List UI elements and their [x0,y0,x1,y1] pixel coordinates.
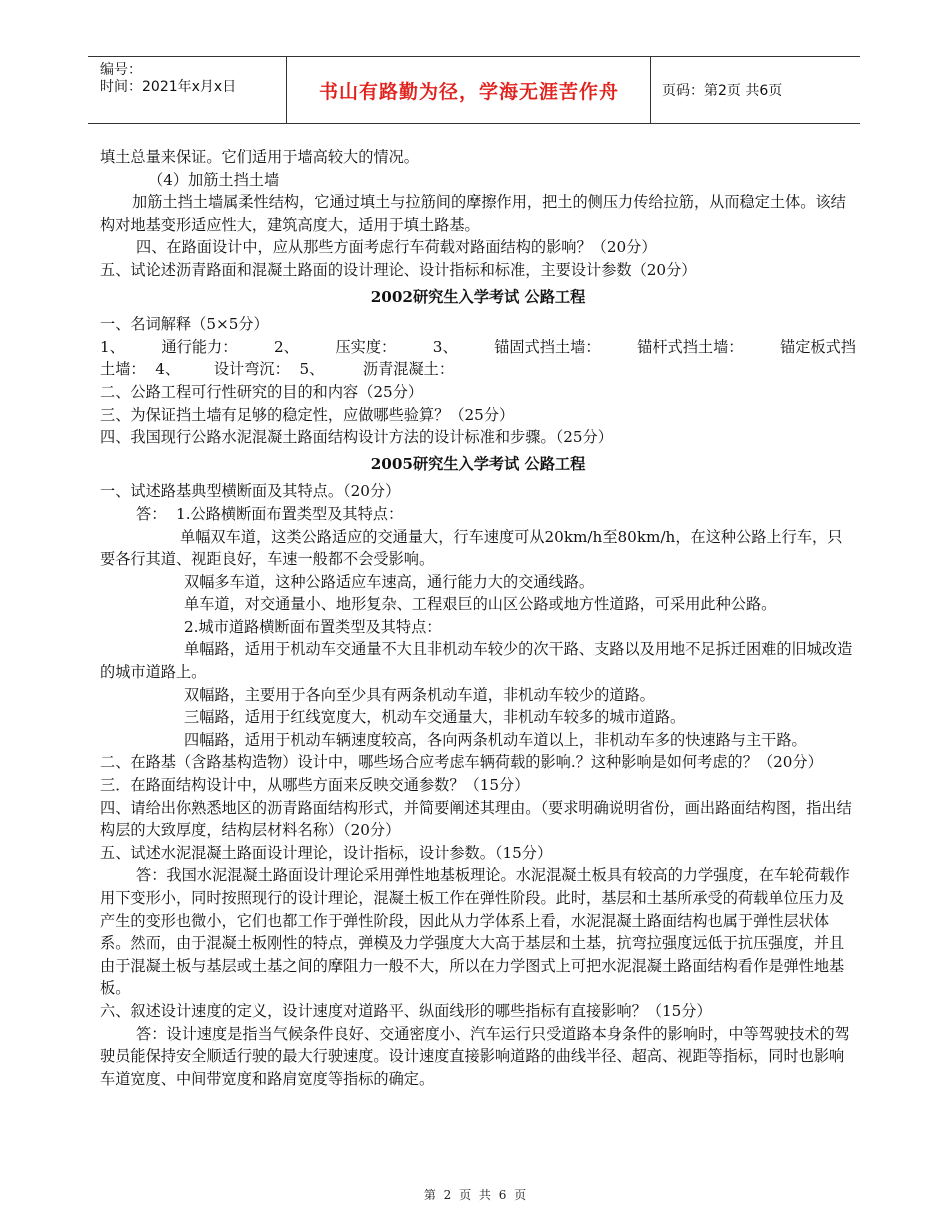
term-item: 通行能力： [161,337,238,356]
term-list-row [100,336,856,359]
question: 三、为保证挡土墙有足够的稳定性，应做哪些验算？（25分） [100,405,515,424]
subheading: （4）加筋土挡土墙 [148,170,280,189]
answer-paragraph: 单车道，对交通量小、地形复杂、工程艰巨的山区公路或地方性道路，可采用此种公路。 [184,595,777,614]
answer-subheading: 2.城市道路横断面布置类型及其特点： [184,617,442,636]
question: 四、请给出你熟悉地区的沥青路面结构形式，并简要阐述其理由。（要求明确说明省份，画出路面结构图，指出结构层的大致厚度，结构层材料名称）（20分） [100,798,852,840]
answer-paragraph: 双幅多车道，这种公路适应车速高，通行能力大的交通线路。 [184,572,595,591]
question: 四、在路面设计中，应从那些方面考虑行车荷载对路面结构的影响？（20分） [136,238,657,257]
term-item: 1、 [100,337,125,356]
number-label: 编号： [100,62,142,78]
page-header [88,56,860,124]
answer-paragraph: 答：设计速度是指当气候条件良好、交通密度小、汽车运行只受道路本身条件的影响时，中等驾驶技术的驾驶员能保持安全顺适行驶的最大行驶速度。设计速度直接影响道路的曲线半径、超高、视距等指标，同时也影响车道宽度、中间带宽度和路肩宽度等指标的确定。 [100,1024,850,1088]
date-line: 时间：2021年x月x日 [100,79,237,95]
header-divider [650,57,651,123]
term-item: 2、 [273,337,299,356]
question: 二、在路基（含路基构造物）设计中，哪些场合应考虑车辆荷载的影响.？这种影响是如何考虑的？（20分） [100,753,823,772]
term-item: 锚杆式挡土墙： [637,337,744,356]
header-meta [100,57,286,123]
question: 三．在路面结构设计中，从哪些方面来反映交通参数？（15分） [100,776,530,795]
paragraph: 加筋土挡土墙属柔性结构，它通过填土与拉筋间的摩擦作用，把土的侧压力传给拉筋，从而稳定土体。该结构对地基变形适应性大，建筑高度大，适用于填土路基。 [100,193,846,234]
answer-paragraph: 四幅路，适用于机动车辆速度较高，各向两条机动车道以上，非机动车多的快速路与主干路。 [184,730,807,749]
term-item: 锚固式挡土墙： [494,337,601,356]
question: 五、试述水泥混凝土路面设计理论，设计指标，设计参数。（15分） [100,843,553,862]
question: 一、试述路基典型横断面及其特点。（20分） [100,482,401,501]
paragraph: 填土总量来保证。它们适用于墙高较大的情况。 [100,148,419,166]
document-body [100,146,856,1090]
question: 四、我国现行公路水泥混凝土路面结构设计方法的设计标准和步骤。（25分） [100,428,613,447]
answer-paragraph: 单幅路，适用于机动车交通量不大且非机动车较少的次干路、支路以及用地不足拆迁困难的旧城改造的城市道路上。 [100,640,853,682]
page-footer: 第 2 页 共 6 页 [423,1188,527,1202]
answer-intro: 答： 1.公路横断面布置类型及其特点： [136,504,404,523]
term-item: 压实度： [335,337,397,356]
question: 五、试论述沥青路面和混凝土路面的设计理论、设计指标和标准，主要设计参数（20分） [100,260,697,279]
term-item: 锚定板式挡 [780,337,856,356]
answer-paragraph: 答：我国水泥混凝土路面设计理论采用弹性地基板理论。水泥混凝土板具有较高的力学强度，在车轮荷载作用下变形小，同时按照现行的设计理论，混凝土板工作在弹性阶段。此时，基层和土基所承受的荷载单位压力及产生的变形也微小，它们也都工作于弹性阶段，因此从力学体系上看，水泥混凝土路面结构也属于弹性层状体系。然而，由于混凝土板刚性的特点，弹模及力学强度大大高于基层和土基，抗弯拉强度远低于抗压强度，并且由于混凝土板与基层或土基之间的摩阻力一般不大，所以在力学图式上可把水泥混凝土路面结构看作是弹性地基板。 [100,866,850,998]
question: 二、公路工程可行性研究的目的和内容（25分） [100,382,424,401]
term-item: 3、 [432,337,458,356]
header-page-info: 页码：第2页 共6页 [662,83,783,99]
answer-paragraph: 双幅路，主要用于各向至少具有两条机动车道，非机动车较少的道路。 [184,685,655,704]
section-title-2005: 2005研究生入学考试 公路工程 [370,454,586,473]
question: 一、名词解释（5×5分） [100,315,269,334]
section-title-2002: 2002研究生入学考试 公路工程 [370,287,586,306]
header-motto: 书山有路勤为径，学海无涯苦作舟 [318,80,619,103]
term-list-row: 土墙： 4、 设计弯沉： 5、 沥青混凝土： [100,360,455,379]
answer-paragraph: 三幅路，适用于红线宽度大，机动车交通量大，非机动车较多的城市道路。 [184,708,686,727]
header-divider [286,57,287,123]
answer-paragraph: 单幅双车道，这类公路适应的交通量大，行车速度可从20km/h至80km/h，在这种公路上行车，只要各行其道、视距良好，车速一般都不会受影响。 [100,527,843,569]
question: 六、叙述设计速度的定义，设计速度对道路平、纵面线形的哪些指标有直接影响？（15分） [100,1001,712,1020]
